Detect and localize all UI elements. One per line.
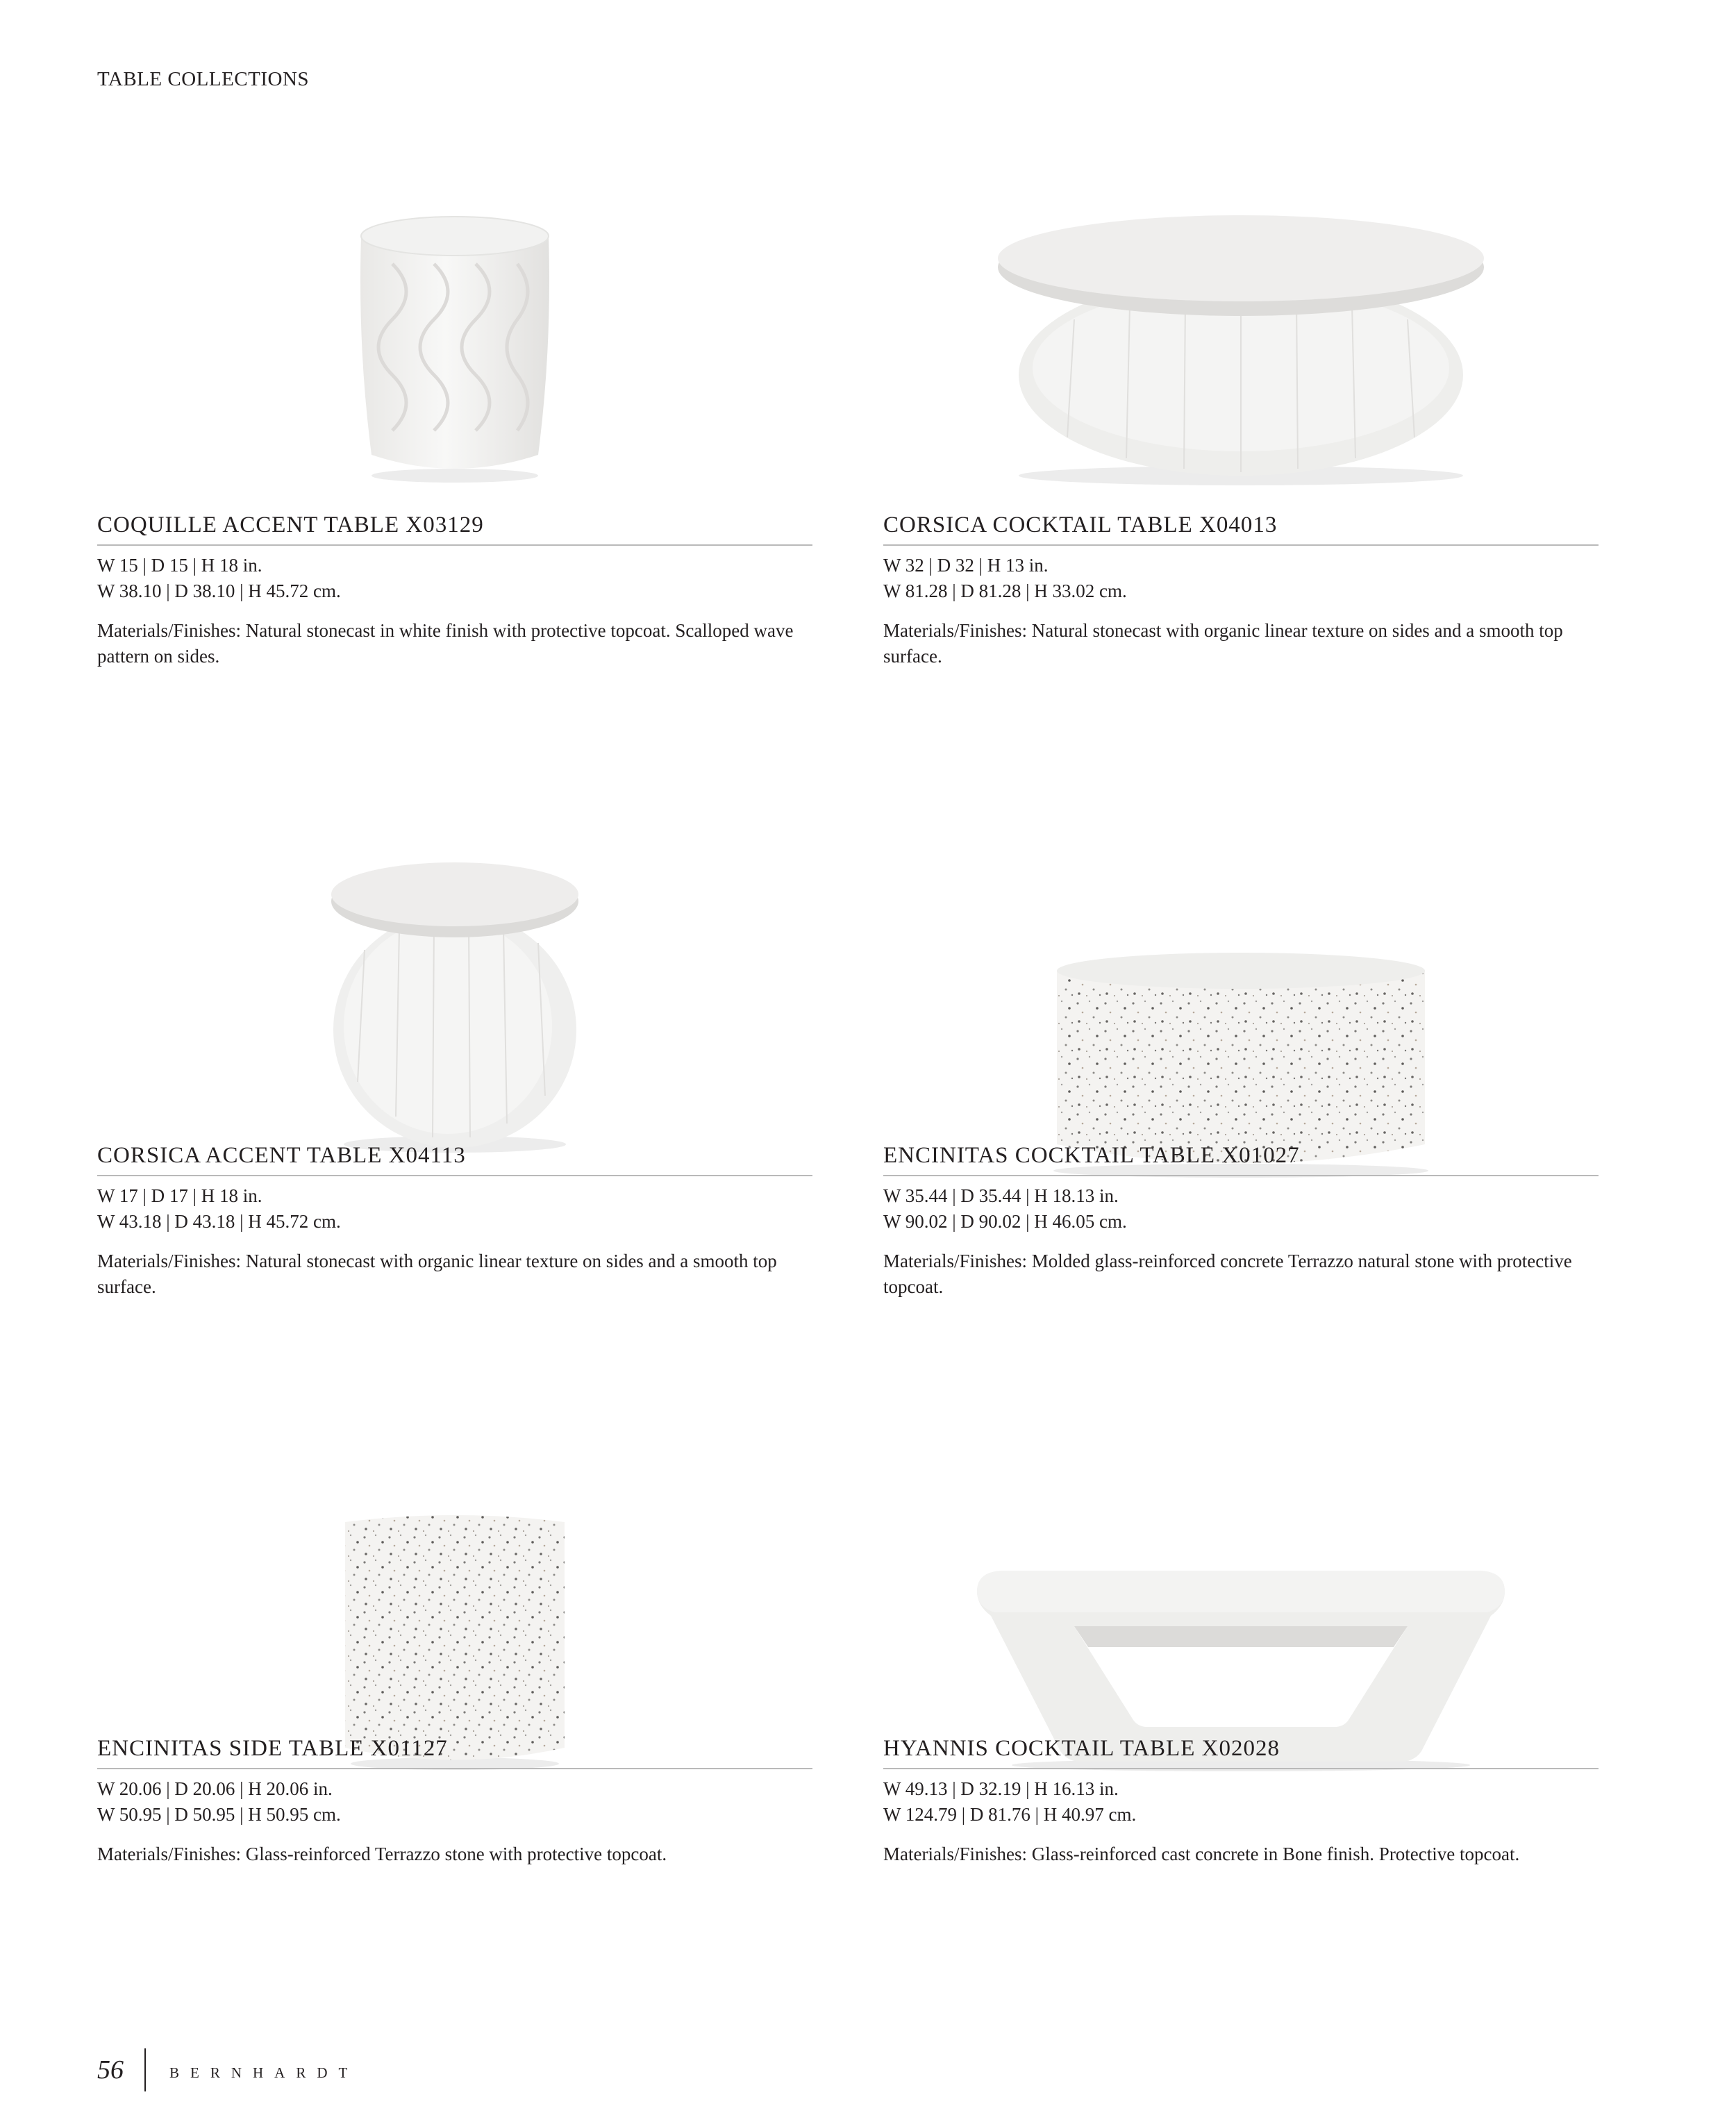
product-image-corsica-cocktail-table	[883, 139, 1599, 555]
product-name: ENCINITAS COCKTAIL TABLE X01027	[883, 1142, 1599, 1176]
product-materials: Materials/Finishes: Glass-reinforced cast concrete in Bone finish. Protective topcoat.	[883, 1844, 1520, 1864]
dimensions-cm: W 90.02 | D 90.02 | H 46.05 cm.	[883, 1211, 1127, 1232]
brand-logo: BERNHARDT	[169, 2064, 359, 2081]
section-title: TABLE COLLECTIONS	[97, 68, 310, 90]
dimensions-cm: W 43.18 | D 43.18 | H 45.72 cm.	[97, 1211, 341, 1232]
dimensions-inches: W 35.44 | D 35.44 | H 18.13 in.	[883, 1185, 1119, 1206]
dimensions-inches: W 17 | D 17 | H 18 in.	[97, 1185, 262, 1206]
product-materials: Materials/Finishes: Glass-reinforced Terrazzo stone with protective topcoat.	[97, 1844, 667, 1864]
product-dimensions	[883, 1776, 1599, 1828]
product-materials: Materials/Finishes: Natural stonecast with organic linear texture on sides and a smooth top surface.	[97, 1251, 777, 1297]
product-materials: Materials/Finishes: Natural stonecast with organic linear texture on sides and a smooth top surface.	[883, 620, 1563, 667]
dimensions-cm: W 50.95 | D 50.95 | H 50.95 cm.	[97, 1804, 341, 1825]
product-materials: Materials/Finishes: Natural stonecast in white finish with protective topcoat. Scalloped wave pattern on sides.	[97, 620, 794, 667]
dimensions-inches: W 49.13 | D 32.19 | H 16.13 in.	[883, 1778, 1119, 1799]
footer-divider	[144, 2048, 146, 2091]
product-dimensions	[97, 553, 812, 604]
page-number: 56	[97, 2055, 124, 2085]
product-dimensions	[883, 553, 1599, 604]
product-name: HYANNIS COCKTAIL TABLE X02028	[883, 1735, 1599, 1769]
dimensions-cm: W 81.28 | D 81.28 | H 33.02 cm.	[883, 580, 1127, 601]
product-name: CORSICA ACCENT TABLE X04113	[97, 1142, 812, 1176]
dimensions-cm: W 124.79 | D 81.76 | H 40.97 cm.	[883, 1804, 1137, 1825]
product-name: CORSICA COCKTAIL TABLE X04013	[883, 511, 1599, 546]
dimensions-inches: W 32 | D 32 | H 13 in.	[883, 555, 1049, 576]
dimensions-cm: W 38.10 | D 38.10 | H 45.72 cm.	[97, 580, 341, 601]
product-dimensions	[883, 1183, 1599, 1235]
dimensions-inches: W 20.06 | D 20.06 | H 20.06 in.	[97, 1778, 333, 1799]
page-footer	[97, 2048, 358, 2091]
product-name: ENCINITAS SIDE TABLE X01127	[97, 1735, 812, 1769]
product-dimensions	[97, 1183, 812, 1235]
product-image-coquille-accent-table	[97, 139, 812, 555]
product-materials: Materials/Finishes: Molded glass-reinforced concrete Terrazzo natural stone with protective topcoat.	[883, 1251, 1572, 1297]
dimensions-inches: W 15 | D 15 | H 18 in.	[97, 555, 262, 576]
product-name: COQUILLE ACCENT TABLE X03129	[97, 511, 812, 546]
product-dimensions	[97, 1776, 812, 1828]
